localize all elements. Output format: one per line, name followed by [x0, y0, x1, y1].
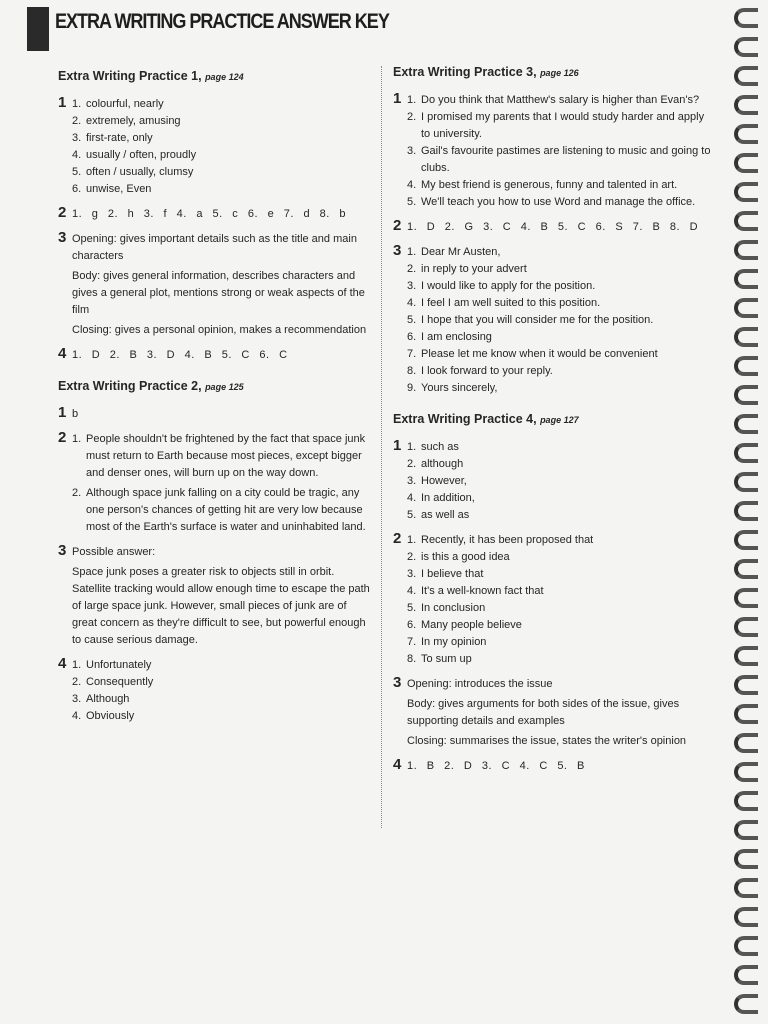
exercise-number: 1 — [393, 437, 402, 454]
answer-item — [407, 261, 711, 278]
exercise-2-4 — [58, 657, 374, 725]
item-text: However, — [421, 475, 467, 487]
binding-ring — [734, 704, 758, 724]
item-text: in reply to your advert — [421, 263, 527, 275]
answer-line: 1. D 2. G 3. C 4. B 5. C 6. S 7. B 8. D — [407, 221, 699, 233]
exercise-1-3 — [58, 231, 374, 339]
item-number: 1. — [72, 98, 82, 110]
answer-item — [407, 507, 711, 524]
answer-line: 1. B 2. D 3. C 4. C 5. B — [407, 760, 585, 772]
exercise-4-4 — [393, 758, 711, 775]
item-number: 4. — [407, 585, 417, 597]
item-number: 1. — [407, 441, 417, 453]
section-title-text: Extra Writing Practice 2, — [58, 379, 202, 393]
exercise-number: 2 — [393, 530, 402, 547]
exercise-3-2 — [393, 219, 711, 236]
item-number: 2. — [407, 458, 417, 470]
exercise-3-1 — [393, 92, 711, 211]
answer-item — [72, 708, 374, 725]
section-page-ref: page 126 — [540, 68, 579, 78]
item-text: I am enclosing — [421, 331, 492, 343]
answer-item — [72, 674, 374, 691]
answer-label: Possible answer: — [72, 546, 156, 558]
binding-ring — [734, 617, 758, 637]
binding-ring — [734, 269, 758, 289]
answer-item — [407, 583, 711, 600]
item-number: 1. — [407, 246, 417, 258]
section-title-text: Extra Writing Practice 4, — [393, 412, 537, 426]
binding-ring — [734, 472, 758, 492]
binding-ring — [734, 762, 758, 782]
title-marker-bar — [27, 7, 49, 51]
binding-ring — [734, 182, 758, 202]
spiral-binding — [726, 0, 768, 1024]
item-number: 6. — [72, 183, 82, 195]
answer-item — [407, 380, 711, 397]
answer-item — [407, 651, 711, 668]
item-text: Although — [86, 693, 130, 705]
binding-ring — [734, 443, 758, 463]
item-text: Although space junk falling on a city could be tragic, any one person's chances of getting hit are very low because most of the Earth's surface is water and uninhabited land. — [86, 487, 366, 533]
binding-ring — [734, 153, 758, 173]
left-column — [58, 62, 374, 733]
answer-paragraph: Space junk poses a greater risk to objects still in orbit. Satellite tracking would allow enough time to escape the path of large space junk. However, small pieces of junk are of great concern as they're difficult to see, but powerful enough to cause serious damage. — [72, 566, 370, 646]
answer-item — [407, 532, 711, 549]
exercise-4-3 — [393, 676, 711, 750]
answer-item — [407, 295, 711, 312]
answer-item — [72, 691, 374, 708]
answer-item — [407, 92, 711, 109]
exercise-number: 3 — [58, 542, 67, 559]
item-number: 8. — [407, 653, 417, 665]
exercise-number: 2 — [58, 429, 67, 446]
answer-paragraph: Closing: summarises the issue, states the writer's opinion — [407, 735, 687, 747]
binding-ring — [734, 791, 758, 811]
item-number: 6. — [407, 331, 417, 343]
answer-item — [407, 177, 711, 194]
binding-ring — [734, 878, 758, 898]
answer-item — [407, 143, 711, 177]
item-number: 4. — [72, 710, 82, 722]
exercise-number: 1 — [58, 94, 67, 111]
answer-item — [72, 431, 374, 482]
answer-item — [407, 312, 711, 329]
item-text: Unfortunately — [86, 659, 152, 671]
item-text: In my opinion — [421, 636, 487, 648]
page-title: EXTRA WRITING PRACTICE ANSWER KEY — [55, 10, 389, 33]
exercise-1-4 — [58, 347, 374, 364]
item-text: To sum up — [421, 653, 472, 665]
binding-ring — [734, 66, 758, 86]
exercise-number: 2 — [393, 217, 402, 234]
answer-item — [407, 109, 711, 143]
item-text: My best friend is generous, funny and talented in art. — [421, 179, 678, 191]
item-number: 1. — [407, 94, 417, 106]
binding-ring — [734, 994, 758, 1014]
exercise-number: 3 — [393, 242, 402, 259]
item-text: although — [421, 458, 464, 470]
item-text: colourful, nearly — [86, 98, 164, 110]
item-number: 4. — [407, 179, 417, 191]
answer-item — [72, 657, 374, 674]
answer-item — [407, 617, 711, 634]
answer-line: b — [72, 408, 79, 420]
item-text: People shouldn't be frightened by the fact that space junk must return to Earth because most pieces, except bigger and denser ones, will burn up on the way down. — [86, 433, 366, 479]
item-text: Obviously — [86, 710, 135, 722]
item-number: 5. — [407, 314, 417, 326]
item-number: 3. — [407, 475, 417, 487]
answer-paragraph: Opening: gives important details such as the title and main characters — [72, 233, 357, 262]
item-text: Consequently — [86, 676, 154, 688]
exercise-1-1 — [58, 96, 374, 198]
answer-item — [407, 490, 711, 507]
answer-item — [72, 147, 374, 164]
binding-ring — [734, 733, 758, 753]
item-text: such as — [421, 441, 459, 453]
item-number: 1. — [72, 433, 82, 445]
item-number: 5. — [407, 196, 417, 208]
binding-ring — [734, 211, 758, 231]
answer-item — [407, 194, 711, 211]
answer-item — [72, 96, 374, 113]
binding-ring — [734, 646, 758, 666]
binding-ring — [734, 124, 758, 144]
item-number: 9. — [407, 382, 417, 394]
item-number: 2. — [72, 115, 82, 127]
item-text: I would like to apply for the position. — [421, 280, 596, 292]
item-number: 3. — [407, 145, 417, 157]
item-text: as well as — [421, 509, 470, 521]
item-text: Yours sincerely, — [421, 382, 498, 394]
item-text: In addition, — [421, 492, 475, 504]
item-number: 3. — [407, 280, 417, 292]
item-text: Do you think that Matthew's salary is higher than Evan's? — [421, 94, 700, 106]
item-number: 3. — [72, 132, 82, 144]
binding-ring — [734, 37, 758, 57]
binding-ring — [734, 385, 758, 405]
item-text: It's a well-known fact that — [421, 585, 544, 597]
binding-ring — [734, 675, 758, 695]
exercise-1-2 — [58, 206, 374, 223]
item-number: 2. — [407, 551, 417, 563]
item-text: often / usually, clumsy — [86, 166, 194, 178]
item-text: usually / often, proudly — [86, 149, 197, 161]
item-number: 2. — [72, 487, 82, 499]
item-number: 4. — [407, 297, 417, 309]
item-text: We'll teach you how to use Word and manage the office. — [421, 196, 696, 208]
item-number: 2. — [407, 263, 417, 275]
item-number: 2. — [407, 111, 417, 123]
answer-paragraph: Opening: introduces the issue — [407, 678, 553, 690]
section-title-practice-3 — [393, 64, 711, 82]
item-number: 3. — [72, 693, 82, 705]
item-number: 4. — [407, 492, 417, 504]
exercise-number: 4 — [58, 655, 67, 672]
answer-paragraph: Body: gives general information, describes characters and gives a general plot, mentions strong or weak aspects of the film — [72, 270, 365, 316]
item-number: 4. — [72, 149, 82, 161]
item-number: 5. — [407, 509, 417, 521]
binding-ring — [734, 588, 758, 608]
item-text: I hope that you will consider me for the position. — [421, 314, 654, 326]
item-number: 2. — [72, 676, 82, 688]
item-text: I look forward to your reply. — [421, 365, 553, 377]
item-text: Please let me know when it would be convenient — [421, 348, 658, 360]
right-column — [393, 62, 711, 783]
binding-ring — [734, 820, 758, 840]
exercise-number: 3 — [58, 229, 67, 246]
exercise-number: 2 — [58, 204, 67, 221]
binding-ring — [734, 559, 758, 579]
binding-ring — [734, 501, 758, 521]
answer-line: 1. D 2. B 3. D 4. B 5. C 6. C — [72, 349, 288, 361]
binding-ring — [734, 95, 758, 115]
section-title-text: Extra Writing Practice 3, — [393, 65, 537, 79]
exercise-number: 4 — [58, 345, 67, 362]
section-title-practice-1 — [58, 68, 374, 86]
item-number: 6. — [407, 619, 417, 631]
binding-ring — [734, 849, 758, 869]
item-number: 5. — [72, 166, 82, 178]
answer-item — [407, 473, 711, 490]
item-number: 1. — [407, 534, 417, 546]
binding-ring — [734, 414, 758, 434]
exercise-number: 1 — [393, 90, 402, 107]
section-title-practice-4 — [393, 411, 711, 429]
binding-ring — [734, 356, 758, 376]
item-text: Dear Mr Austen, — [421, 246, 501, 258]
item-text: Gail's favourite pastimes are listening to music and going to clubs. — [421, 145, 711, 174]
binding-ring — [734, 8, 758, 28]
answer-paragraph: Body: gives arguments for both sides of the issue, gives supporting details and examples — [407, 698, 680, 727]
item-number: 7. — [407, 348, 417, 360]
item-number: 7. — [407, 636, 417, 648]
answer-item — [72, 181, 374, 198]
section-page-ref: page 127 — [540, 415, 579, 425]
answer-item — [407, 346, 711, 363]
item-number: 8. — [407, 365, 417, 377]
answer-item — [407, 634, 711, 651]
binding-ring — [734, 936, 758, 956]
exercise-number: 3 — [393, 674, 402, 691]
answer-item — [407, 549, 711, 566]
item-number: 1. — [72, 659, 82, 671]
answer-item — [407, 566, 711, 583]
answer-line: 1. g 2. h 3. f 4. a 5. c 6. e 7. d 8. b — [72, 208, 346, 220]
exercise-2-1 — [58, 406, 374, 423]
item-text: unwise, Even — [86, 183, 152, 195]
exercise-2-2 — [58, 431, 374, 536]
item-text: I feel I am well suited to this position. — [421, 297, 601, 309]
answer-item — [407, 600, 711, 617]
item-text: extremely, amusing — [86, 115, 181, 127]
answer-item — [407, 363, 711, 380]
exercise-number: 4 — [393, 756, 402, 773]
answer-item — [407, 456, 711, 473]
item-text: first-rate, only — [86, 132, 153, 144]
binding-ring — [734, 530, 758, 550]
binding-ring — [734, 327, 758, 347]
answer-item — [407, 329, 711, 346]
item-text: Recently, it has been proposed that — [421, 534, 594, 546]
item-text: I believe that — [421, 568, 484, 580]
answer-item — [407, 244, 711, 261]
answer-item — [72, 164, 374, 181]
column-divider — [381, 66, 382, 828]
answer-item — [407, 439, 711, 456]
answer-paragraph: Closing: gives a personal opinion, makes a recommendation — [72, 324, 367, 336]
binding-ring — [734, 240, 758, 260]
item-text: Many people believe — [421, 619, 522, 631]
binding-ring — [734, 965, 758, 985]
section-title-practice-2 — [58, 378, 374, 396]
exercise-2-3 — [58, 544, 374, 649]
item-number: 5. — [407, 602, 417, 614]
exercise-number: 1 — [58, 404, 67, 421]
item-text: is this a good idea — [421, 551, 510, 563]
section-page-ref: page 125 — [205, 382, 244, 392]
binding-ring — [734, 298, 758, 318]
answer-item — [72, 130, 374, 147]
exercise-4-1 — [393, 439, 711, 524]
exercise-3-3 — [393, 244, 711, 397]
answer-item — [72, 113, 374, 130]
answer-item — [72, 485, 374, 536]
answer-item — [407, 278, 711, 295]
section-page-ref: page 124 — [205, 72, 244, 82]
item-text: I promised my parents that I would study harder and apply to university. — [421, 111, 705, 140]
item-number: 3. — [407, 568, 417, 580]
item-text: In conclusion — [421, 602, 486, 614]
binding-ring — [734, 907, 758, 927]
exercise-4-2 — [393, 532, 711, 668]
section-title-text: Extra Writing Practice 1, — [58, 69, 202, 83]
